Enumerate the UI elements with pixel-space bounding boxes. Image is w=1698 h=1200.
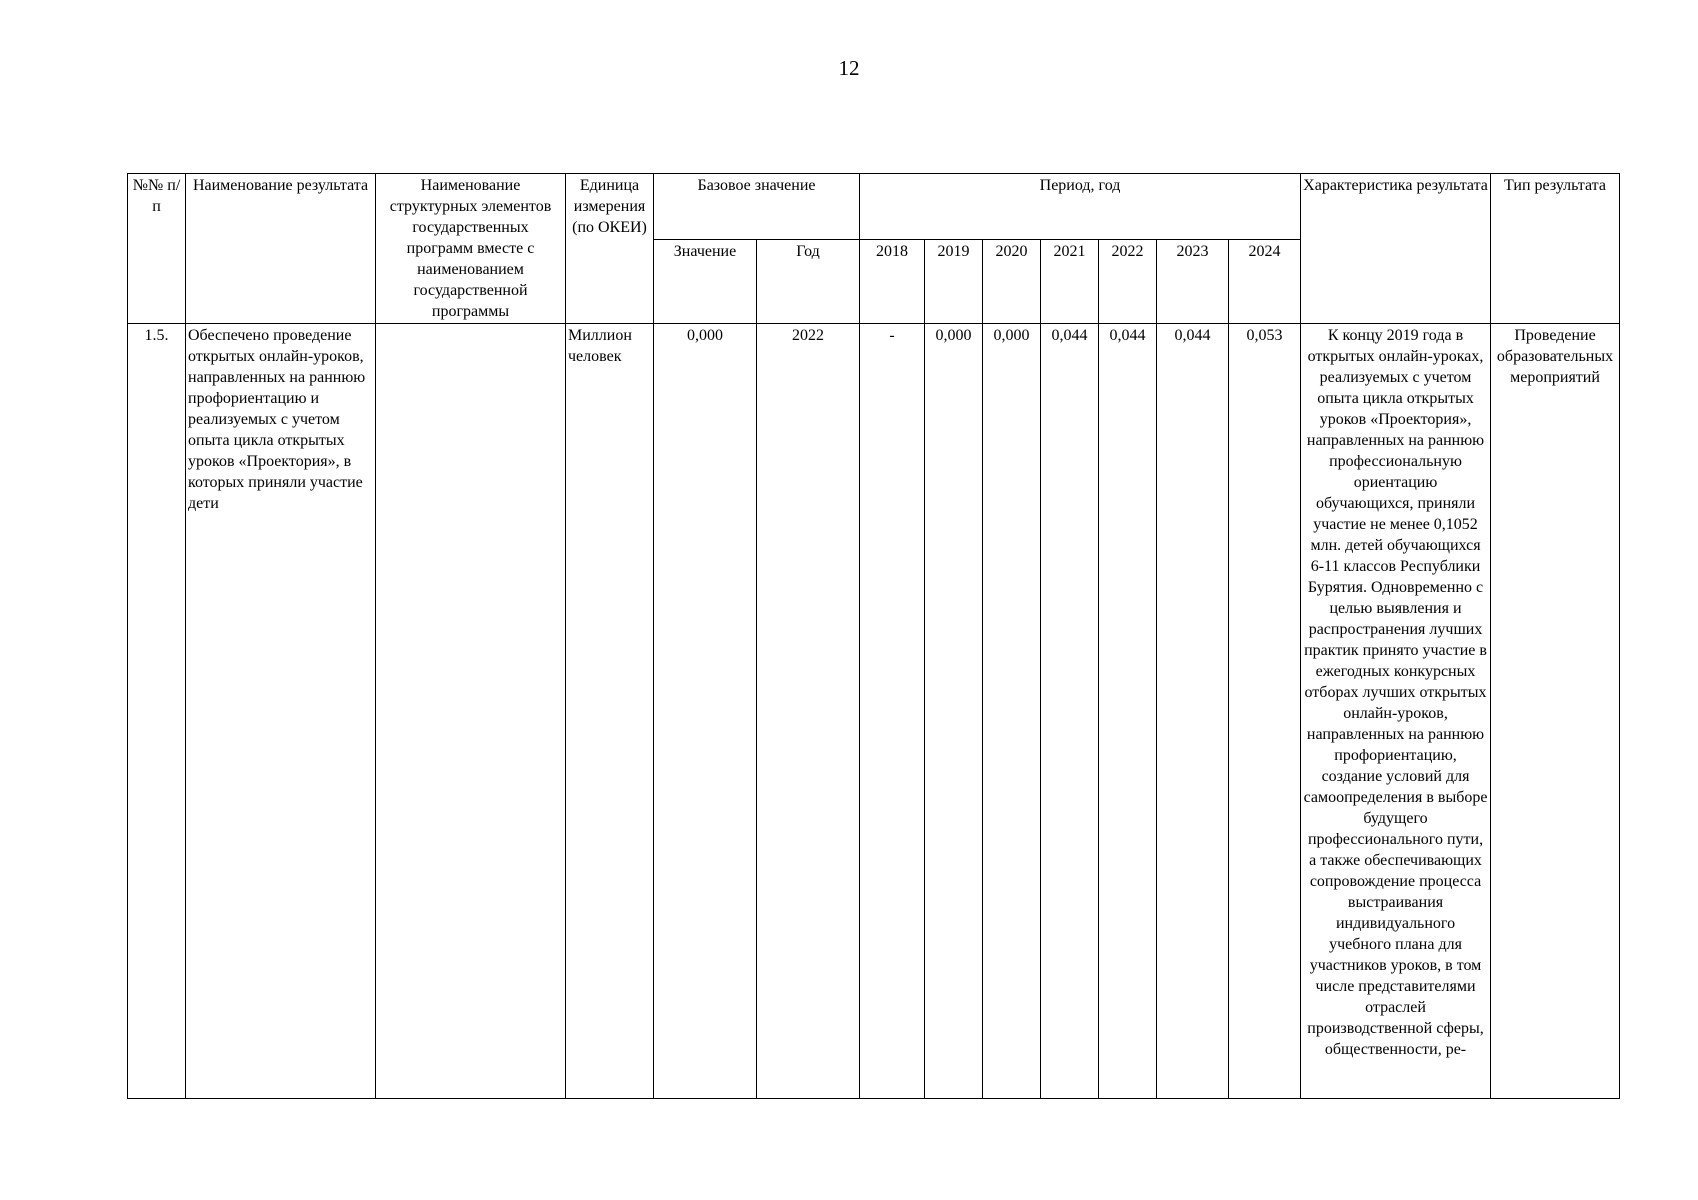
header-base-value-value: Значение	[654, 240, 757, 324]
header-year-2019: 2019	[925, 240, 983, 324]
header-year-2022: 2022	[1099, 240, 1157, 324]
header-period: Период, год	[860, 174, 1301, 240]
row-value-2023: 0,044	[1157, 324, 1229, 1099]
header-year-2024: 2024	[1229, 240, 1301, 324]
row-structural-elements	[376, 324, 566, 1099]
row-base-value: 0,000	[654, 324, 757, 1099]
header-characteristic: Характеристика результата	[1301, 174, 1491, 324]
table-row	[128, 324, 1620, 1099]
header-base-value: Базовое значение	[654, 174, 860, 240]
row-base-year: 2022	[757, 324, 860, 1099]
row-value-2021: 0,044	[1041, 324, 1099, 1099]
page-number: 12	[838, 56, 860, 80]
row-value-2022: 0,044	[1099, 324, 1157, 1099]
header-year-2021: 2021	[1041, 240, 1099, 324]
row-result-type: Проведение образовательных мероприятий	[1491, 324, 1620, 1099]
row-result-name: Обеспечено проведение открытых онлайн-уроков, направленных на раннюю профориентацию и реализуемых с учетом опыта цикла открытых уроков «Проектория», в которых приняли участие дети	[186, 324, 376, 1099]
header-year-2023: 2023	[1157, 240, 1229, 324]
header-num: №№ п/п	[128, 174, 186, 324]
header-structural-elements: Наименование структурных элементов государственных программ вместе с наименованием государственной программы	[376, 174, 566, 324]
row-num: 1.5.	[128, 324, 186, 1099]
header-year-2018: 2018	[860, 240, 925, 324]
row-value-2024: 0,053	[1229, 324, 1301, 1099]
header-row-top	[128, 174, 1620, 240]
row-unit: Миллион человек	[566, 324, 654, 1099]
header-base-value-year: Год	[757, 240, 860, 324]
header-unit: Единица измерения (по ОКЕИ)	[566, 174, 654, 324]
header-result-type: Тип результата	[1491, 174, 1620, 324]
results-table	[127, 173, 1620, 1099]
row-characteristic: К концу 2019 года в открытых онлайн-уроках, реализуемых с учетом опыта цикла открытых уроков «Проектория», направленных на раннюю профессиональную ориентацию обучающихся, приняли участие не менее 0,1052 млн. детей обучающихся 6-11 классов Республики Бурятия. Одновременно с целью выявления и распространения лучших практик принято участие в ежегодных конкурсных отборах лучших открытых онлайн-уроков, направленных на раннюю профориентацию, создание условий для самоопределения в выборе будущего профессионального пути, а также обеспечивающих сопровождение процесса выстраивания индивидуального учебного плана для участников уроков, в том числе представителями отраслей производственной сферы, общественности, ре-	[1301, 324, 1491, 1099]
row-value-2020: 0,000	[983, 324, 1041, 1099]
header-year-2020: 2020	[983, 240, 1041, 324]
row-value-2018: -	[860, 324, 925, 1099]
header-result-name: Наименование результата	[186, 174, 376, 324]
row-value-2019: 0,000	[925, 324, 983, 1099]
